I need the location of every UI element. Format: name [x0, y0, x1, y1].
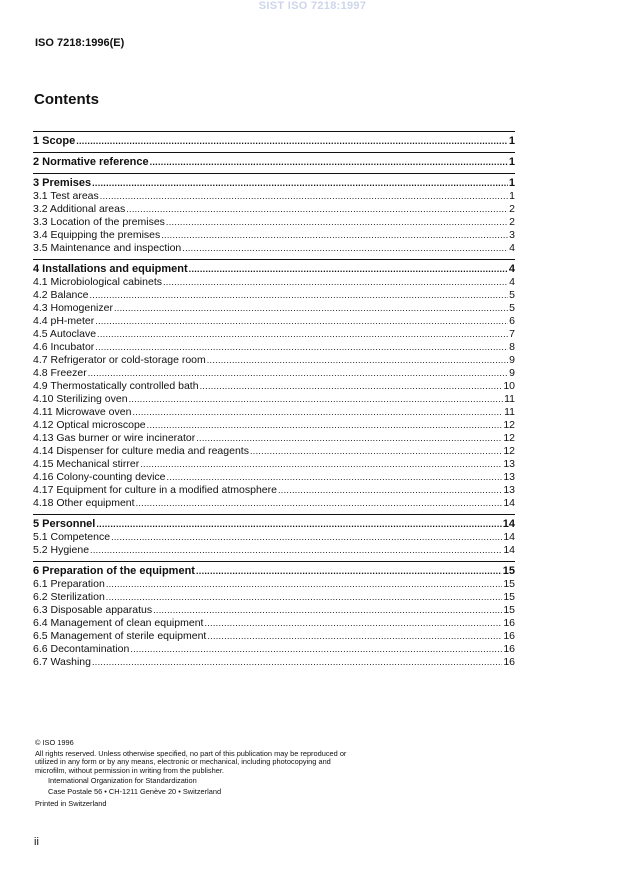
watermark: SIST ISO 7218:1997	[258, 0, 367, 12]
toc-entry-page: 16	[503, 630, 515, 642]
toc-entry-label: 4.14 Dispenser for culture media and reagents	[33, 445, 249, 457]
dot-leader	[163, 276, 508, 289]
toc-entry-label: 4.11 Microwave oven	[33, 406, 132, 418]
toc-entry[interactable]	[33, 497, 515, 510]
dot-leader	[132, 406, 503, 419]
dot-leader	[88, 367, 508, 380]
toc-entry-label: 4.10 Sterilizing oven	[33, 393, 128, 405]
toc-section-entry[interactable]	[33, 134, 515, 148]
toc-entry-label: 6.3 Disposable apparatus	[33, 604, 153, 616]
toc-entry-label: 6.2 Sterilization	[33, 591, 105, 603]
toc-entry-page: 14	[502, 518, 515, 530]
dot-leader	[97, 328, 508, 341]
toc-entry-page: 9	[509, 367, 515, 379]
dot-leader	[207, 354, 508, 367]
toc-entry[interactable]	[33, 656, 515, 669]
toc-entry-label: 3.4 Equipping the premises	[33, 229, 161, 241]
toc-entry-label: 6 Preparation of the equipment	[33, 565, 195, 577]
copyright-notice	[35, 739, 353, 808]
toc-entry-label: 5 Personnel	[33, 518, 96, 530]
toc-entry-label: 3.5 Maintenance and inspection	[33, 242, 182, 254]
toc-entry[interactable]	[33, 315, 515, 328]
dot-leader	[96, 517, 501, 531]
toc-entry-label: 4.12 Optical microscope	[33, 419, 146, 431]
toc-entry[interactable]	[33, 604, 515, 617]
contents-heading: Contents	[34, 91, 99, 108]
dot-leader	[166, 216, 508, 229]
dot-leader	[161, 229, 508, 242]
table-of-contents	[33, 131, 515, 673]
toc-section	[33, 561, 515, 669]
toc-entry[interactable]	[33, 419, 515, 432]
dot-leader	[90, 544, 502, 557]
dot-leader	[278, 484, 502, 497]
toc-entry-page: 11	[504, 393, 515, 405]
toc-entry-page: 6	[509, 315, 515, 327]
dot-leader	[106, 591, 503, 604]
dot-leader	[95, 341, 508, 354]
toc-entry-page: 15	[503, 591, 515, 603]
toc-entry-label: 4 Installations and equipment	[33, 263, 188, 275]
toc-section	[33, 514, 515, 557]
toc-entry-page: 9	[509, 354, 515, 366]
toc-entry-page: 15	[503, 578, 515, 590]
toc-entry-page: 8	[509, 341, 515, 353]
toc-section-entry[interactable]	[33, 176, 515, 190]
toc-entry-page: 11	[504, 406, 515, 418]
organization-name: International Organization for Standardization	[48, 776, 197, 786]
toc-entry[interactable]	[33, 203, 515, 216]
toc-entry[interactable]	[33, 341, 515, 354]
toc-entry-label: 3.3 Location of the premises	[33, 216, 165, 228]
dot-leader	[250, 445, 502, 458]
toc-entry-label: 4.6 Incubator	[33, 341, 95, 353]
toc-entry[interactable]	[33, 471, 515, 484]
toc-entry[interactable]	[33, 484, 515, 497]
dot-leader	[92, 176, 508, 190]
dot-leader	[136, 497, 503, 510]
toc-entry-label: 4.16 Colony-counting device	[33, 471, 166, 483]
toc-entry[interactable]	[33, 393, 515, 406]
dot-leader	[126, 203, 508, 216]
toc-entry-label: 4.4 pH-meter	[33, 315, 95, 327]
toc-entry-label: 6.1 Preparation	[33, 578, 105, 590]
copyright-line: © ISO 1996	[35, 738, 74, 747]
toc-entry[interactable]	[33, 289, 515, 302]
dot-leader	[167, 471, 503, 484]
dot-leader	[182, 242, 508, 255]
toc-entry[interactable]	[33, 406, 515, 419]
toc-entry-label: 4.13 Gas burner or wire incinerator	[33, 432, 196, 444]
toc-entry[interactable]	[33, 242, 515, 255]
dot-leader	[140, 458, 502, 471]
dot-leader	[196, 432, 502, 445]
toc-entry[interactable]	[33, 617, 515, 630]
toc-entry-label: 4.18 Other equipment	[33, 497, 135, 509]
dot-leader	[100, 190, 508, 203]
dot-leader	[189, 262, 508, 276]
toc-entry-page: 14	[503, 497, 515, 509]
toc-section	[33, 259, 515, 510]
dot-leader	[114, 302, 508, 315]
toc-entry-label: 6.6 Decontamination	[33, 643, 130, 655]
toc-entry[interactable]	[33, 578, 515, 591]
dot-leader	[147, 419, 503, 432]
toc-entry-page: 12	[503, 419, 515, 431]
toc-section	[33, 152, 515, 169]
toc-entry-label: 3.2 Additional areas	[33, 203, 126, 215]
toc-entry[interactable]	[33, 531, 515, 544]
toc-entry[interactable]	[33, 630, 515, 643]
toc-entry[interactable]	[33, 367, 515, 380]
toc-entry-label: 6.7 Washing	[33, 656, 91, 668]
toc-entry[interactable]	[33, 591, 515, 604]
toc-entry-label: 6.4 Management of clean equipment	[33, 617, 204, 629]
toc-entry-page: 16	[503, 617, 515, 629]
dot-leader	[92, 656, 502, 669]
toc-section	[33, 131, 515, 148]
toc-entry-label: 4.9 Thermostatically controlled bath	[33, 380, 199, 392]
toc-entry-label: 6.5 Management of sterile equipment	[33, 630, 207, 642]
toc-entry[interactable]	[33, 643, 515, 656]
dot-leader	[150, 155, 508, 169]
toc-entry[interactable]	[33, 190, 515, 203]
toc-entry-label: 5.2 Hygiene	[33, 544, 90, 556]
toc-entry-label: 4.15 Mechanical stirrer	[33, 458, 140, 470]
dot-leader	[130, 643, 502, 656]
toc-entry-page: 15	[503, 604, 515, 616]
toc-entry-label: 4.2 Balance	[33, 289, 89, 301]
toc-entry[interactable]	[33, 229, 515, 242]
dot-leader	[111, 531, 502, 544]
dot-leader	[129, 393, 504, 406]
toc-entry-page: 16	[503, 656, 515, 668]
toc-entry-label: 3.1 Test areas	[33, 190, 99, 202]
dot-leader	[106, 578, 503, 591]
dot-leader	[207, 630, 502, 643]
toc-entry-label: 4.7 Refrigerator or cold-storage room	[33, 354, 206, 366]
toc-entry[interactable]	[33, 302, 515, 315]
toc-entry-label: 4.1 Microbiological cabinets	[33, 276, 162, 288]
toc-section-entry[interactable]	[33, 517, 515, 531]
toc-entry-page: 2	[509, 216, 515, 228]
organization-address: Case Postale 56 • CH-1211 Genève 20 • Switzerland	[48, 786, 222, 796]
toc-entry-label: 3 Premises	[33, 177, 92, 189]
toc-entry[interactable]	[33, 458, 515, 471]
toc-entry-page: 5	[509, 302, 515, 314]
toc-entry-page: 15	[502, 565, 515, 577]
toc-entry[interactable]	[33, 380, 515, 393]
toc-entry-page: 12	[503, 432, 515, 444]
toc-entry-page: 13	[503, 471, 515, 483]
dot-leader	[196, 564, 502, 578]
toc-section-entry[interactable]	[33, 155, 515, 169]
dot-leader	[76, 134, 508, 148]
toc-entry-page: 14	[503, 544, 515, 556]
dot-leader	[204, 617, 502, 630]
toc-entry-page: 10	[503, 380, 515, 392]
toc-entry[interactable]	[33, 445, 515, 458]
toc-entry-page: 2	[509, 203, 515, 215]
dot-leader	[89, 289, 508, 302]
toc-entry-page: 14	[503, 531, 515, 543]
toc-entry-page: 1	[508, 135, 515, 147]
page-number: ii	[34, 836, 39, 848]
rights-statement: All rights reserved. Unless otherwise specified, no part of this publication may be reproduced or utilized in any form or by any means, electronic or mechanical, including photocopying and microfilm, without permission in writing from the publisher.	[35, 748, 347, 775]
toc-entry-page: 4	[509, 276, 515, 288]
toc-entry[interactable]	[33, 328, 515, 341]
toc-entry-label: 4.17 Equipment for culture in a modified atmosphere	[33, 484, 277, 496]
toc-entry-page: 4	[508, 263, 515, 275]
toc-entry-page: 1	[509, 190, 515, 202]
toc-section-entry[interactable]	[33, 564, 515, 578]
toc-entry-page: 1	[508, 177, 515, 189]
toc-entry-page: 7	[509, 328, 515, 340]
toc-entry-page: 1	[508, 156, 515, 168]
dot-leader	[95, 315, 508, 328]
toc-entry-label: 1 Scope	[33, 135, 76, 147]
toc-entry[interactable]	[33, 216, 515, 229]
toc-section-entry[interactable]	[33, 262, 515, 276]
toc-section	[33, 173, 515, 255]
toc-entry-label: 5.1 Competence	[33, 531, 111, 543]
toc-entry[interactable]	[33, 354, 515, 367]
dot-leader	[153, 604, 502, 617]
document-id: ISO 7218:1996(E)	[35, 37, 125, 49]
toc-entry-page: 12	[503, 445, 515, 457]
toc-entry-label: 4.3 Homogenizer	[33, 302, 113, 314]
toc-entry-label: 2 Normative reference	[33, 156, 149, 168]
toc-entry-page: 5	[509, 289, 515, 301]
toc-entry-page: 3	[509, 229, 515, 241]
toc-entry[interactable]	[33, 276, 515, 289]
printed-in: Printed in Switzerland	[35, 798, 107, 808]
toc-entry-page: 13	[503, 484, 515, 496]
dot-leader	[200, 380, 503, 393]
toc-entry[interactable]	[33, 544, 515, 557]
toc-entry[interactable]	[33, 432, 515, 445]
toc-entry-page: 16	[503, 643, 515, 655]
toc-entry-page: 13	[503, 458, 515, 470]
toc-entry-label: 4.8 Freezer	[33, 367, 87, 379]
toc-entry-label: 4.5 Autoclave	[33, 328, 97, 340]
toc-entry-page: 4	[509, 242, 515, 254]
